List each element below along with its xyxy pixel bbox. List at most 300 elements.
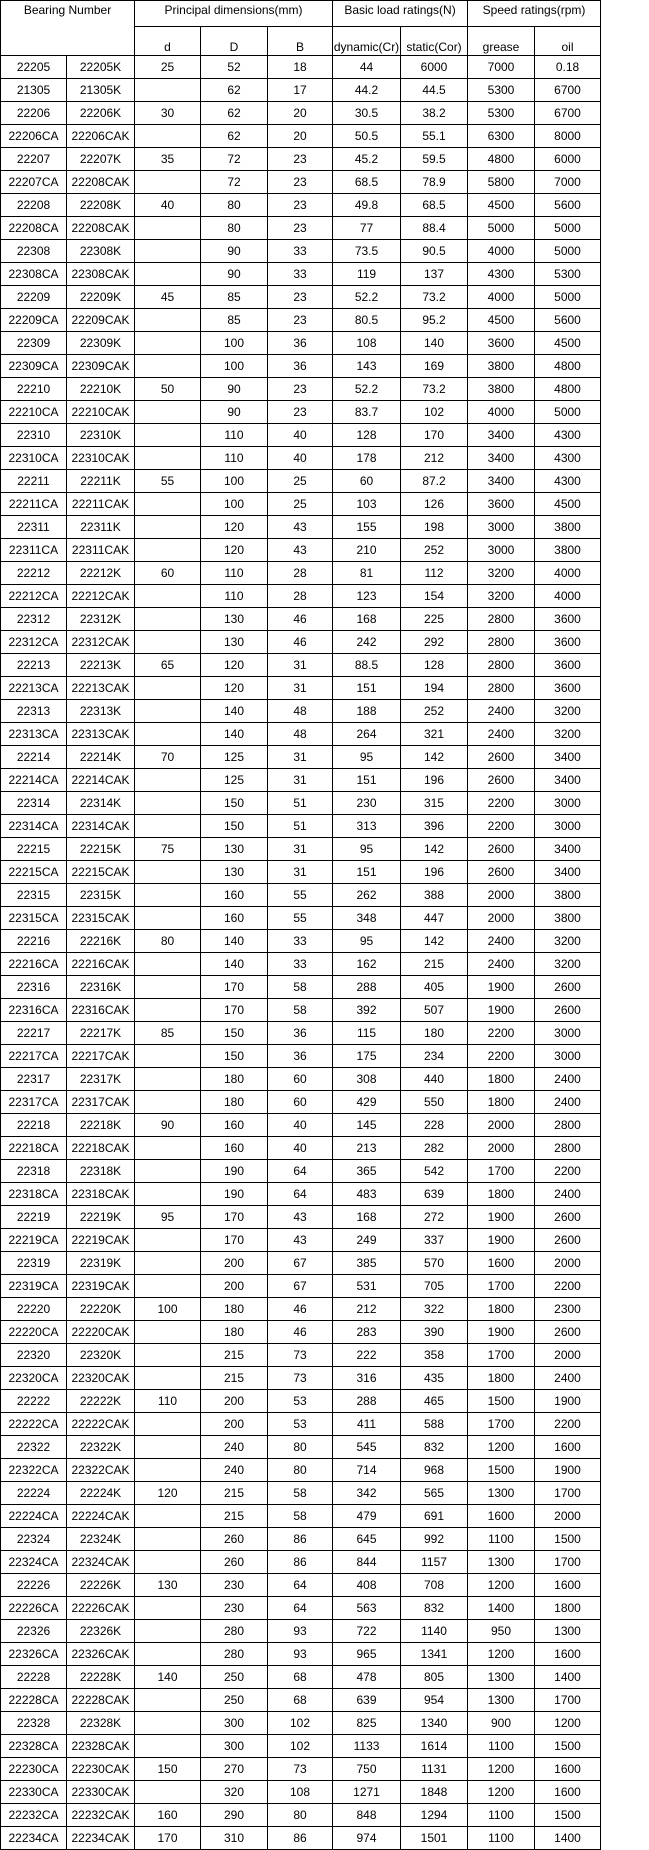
- bore-d-cell: [135, 700, 201, 723]
- dynamic-load-cell: 408: [333, 1574, 401, 1597]
- bore-d-cell: [135, 447, 201, 470]
- bearing-number-k-cell: 22206CAK: [67, 125, 135, 148]
- grease-speed-cell: 2400: [468, 723, 535, 746]
- bore-d-cell: [135, 585, 201, 608]
- grease-speed-cell: 3000: [468, 539, 535, 562]
- table-row: [1, 286, 601, 309]
- bearing-number-cell: 22211: [1, 470, 67, 493]
- width-cell: 68: [268, 1666, 333, 1689]
- width-cell: 43: [268, 539, 333, 562]
- bore-d-cell: 75: [135, 838, 201, 861]
- bearing-number-k-cell: 22214K: [67, 746, 135, 769]
- width-cell: 23: [268, 378, 333, 401]
- bearing-number-k-cell: 22210CAK: [67, 401, 135, 424]
- dynamic-load-cell: 342: [333, 1482, 401, 1505]
- width-cell: 33: [268, 263, 333, 286]
- table-row: [1, 148, 601, 171]
- width-cell: 28: [268, 562, 333, 585]
- dynamic-load-cell: 44.2: [333, 79, 401, 102]
- table-row: [1, 1413, 601, 1436]
- bearing-number-k-cell: 22319CAK: [67, 1275, 135, 1298]
- grease-speed-cell: 1200: [468, 1643, 535, 1666]
- dynamic-load-cell: 103: [333, 493, 401, 516]
- outer-diameter-cell: 190: [201, 1160, 268, 1183]
- table-row: [1, 1666, 601, 1689]
- bore-d-cell: 140: [135, 1666, 201, 1689]
- outer-diameter-cell: 300: [201, 1712, 268, 1735]
- width-cell: 86: [268, 1827, 333, 1850]
- bearing-number-k-cell: 22310CAK: [67, 447, 135, 470]
- outer-diameter-cell: 320: [201, 1781, 268, 1804]
- dynamic-load-cell: 365: [333, 1160, 401, 1183]
- static-load-cell: 1157: [401, 1551, 468, 1574]
- grease-speed-cell: 2600: [468, 769, 535, 792]
- bearing-number-k-cell: 22312CAK: [67, 631, 135, 654]
- grease-speed-cell: 1900: [468, 976, 535, 999]
- oil-speed-cell: 3000: [535, 792, 601, 815]
- static-load-cell: 588: [401, 1413, 468, 1436]
- oil-speed-cell: 3600: [535, 631, 601, 654]
- bearing-number-k-cell: 22313CAK: [67, 723, 135, 746]
- dynamic-load-cell: 392: [333, 999, 401, 1022]
- dynamic-load-cell: 151: [333, 861, 401, 884]
- grease-speed-cell: 3400: [468, 470, 535, 493]
- width-cell: 36: [268, 1022, 333, 1045]
- principal-dimensions-header: Principal dimensions(mm): [135, 1, 333, 27]
- outer-diameter-cell: 72: [201, 171, 268, 194]
- bore-d-cell: 170: [135, 1827, 201, 1850]
- width-cell: 102: [268, 1735, 333, 1758]
- static-load-cell: 73.2: [401, 378, 468, 401]
- grease-speed-cell: 1500: [468, 1390, 535, 1413]
- dynamic-load-cell: 288: [333, 1390, 401, 1413]
- outer-diameter-cell: 160: [201, 1114, 268, 1137]
- table-row: [1, 1367, 601, 1390]
- table-row: [1, 884, 601, 907]
- outer-diameter-cell: 85: [201, 286, 268, 309]
- dynamic-load-cell: 411: [333, 1413, 401, 1436]
- table-row: [1, 792, 601, 815]
- bearing-number-k-cell: 22226CAK: [67, 1597, 135, 1620]
- static-load-cell: 358: [401, 1344, 468, 1367]
- grease-speed-cell: 3200: [468, 585, 535, 608]
- bearing-number-k-cell: 22222K: [67, 1390, 135, 1413]
- oil-speed-cell: 1500: [535, 1528, 601, 1551]
- width-cell: 64: [268, 1160, 333, 1183]
- bearing-number-k-cell: 22222CAK: [67, 1413, 135, 1436]
- outer-diameter-cell: 260: [201, 1528, 268, 1551]
- static-load-cell: 90.5: [401, 240, 468, 263]
- bearing-number-cell: 22318: [1, 1160, 67, 1183]
- bore-d-cell: [135, 125, 201, 148]
- bore-d-cell: [135, 1252, 201, 1275]
- grease-speed-cell: 2000: [468, 1114, 535, 1137]
- oil-speed-cell: 2400: [535, 1091, 601, 1114]
- table-row: [1, 1114, 601, 1137]
- bearing-number-k-cell: 22220K: [67, 1298, 135, 1321]
- grease-speed-cell: 2200: [468, 792, 535, 815]
- oil-speed-cell: 7000: [535, 171, 601, 194]
- outer-diameter-cell: 215: [201, 1482, 268, 1505]
- static-load-cell: 1131: [401, 1758, 468, 1781]
- bearing-number-cell: 22309CA: [1, 355, 67, 378]
- static-load-cell: 542: [401, 1160, 468, 1183]
- static-load-cell: 44.5: [401, 79, 468, 102]
- bearing-number-cell: 22326: [1, 1620, 67, 1643]
- bearing-number-cell: 22206: [1, 102, 67, 125]
- bearing-number-k-cell: 22212K: [67, 562, 135, 585]
- table-row: [1, 1758, 601, 1781]
- static-load-cell: 95.2: [401, 309, 468, 332]
- dynamic-load-cell: 212: [333, 1298, 401, 1321]
- table-row: [1, 1804, 601, 1827]
- oil-speed-cell: 1400: [535, 1666, 601, 1689]
- dynamic-load-cell: 429: [333, 1091, 401, 1114]
- width-cell: 18: [268, 56, 333, 79]
- bore-d-cell: [135, 907, 201, 930]
- width-cell: 17: [268, 79, 333, 102]
- bearing-number-cell: 21305: [1, 79, 67, 102]
- table-row: [1, 79, 601, 102]
- width-cell: 64: [268, 1574, 333, 1597]
- oil-speed-cell: 4300: [535, 424, 601, 447]
- bearing-number-cell: 22222CA: [1, 1413, 67, 1436]
- dynamic-load-cell: 88.5: [333, 654, 401, 677]
- static-load-cell: 212: [401, 447, 468, 470]
- table-row: [1, 1689, 601, 1712]
- outer-diameter-cell: 190: [201, 1183, 268, 1206]
- bearing-number-cell: 22212CA: [1, 585, 67, 608]
- bore-d-cell: [135, 79, 201, 102]
- static-load-cell: 228: [401, 1114, 468, 1137]
- static-load-cell: 225: [401, 608, 468, 631]
- dynamic-load-cell: 316: [333, 1367, 401, 1390]
- bearing-number-k-cell: 22217CAK: [67, 1045, 135, 1068]
- static-load-cell: 1294: [401, 1804, 468, 1827]
- dynamic-load-cell: 213: [333, 1137, 401, 1160]
- bore-d-cell: 50: [135, 378, 201, 401]
- outer-diameter-cell: 140: [201, 723, 268, 746]
- bearing-number-k-cell: 22314K: [67, 792, 135, 815]
- oil-speed-cell: 3200: [535, 953, 601, 976]
- bore-d-cell: 65: [135, 654, 201, 677]
- outer-diameter-cell: 150: [201, 815, 268, 838]
- oil-speed-cell: 3800: [535, 539, 601, 562]
- grease-speed-cell: 1300: [468, 1689, 535, 1712]
- bore-d-cell: [135, 1344, 201, 1367]
- static-load-cell: 292: [401, 631, 468, 654]
- bearing-number-k-cell: 22326CAK: [67, 1643, 135, 1666]
- bearing-number-cell: 22324: [1, 1528, 67, 1551]
- grease-speed-cell: 1600: [468, 1505, 535, 1528]
- width-cell: 36: [268, 332, 333, 355]
- width-cell: 102: [268, 1712, 333, 1735]
- width-cell: 64: [268, 1183, 333, 1206]
- bore-d-cell: 90: [135, 1114, 201, 1137]
- grease-speed-cell: 1400: [468, 1597, 535, 1620]
- outer-diameter-cell: 180: [201, 1091, 268, 1114]
- bearing-number-cell: 22311: [1, 516, 67, 539]
- outer-diameter-cell: 62: [201, 102, 268, 125]
- grease-speed-cell: 3800: [468, 378, 535, 401]
- bearing-number-cell: 22314CA: [1, 815, 67, 838]
- table-row: [1, 608, 601, 631]
- dynamic-load-cell: 348: [333, 907, 401, 930]
- dynamic-load-cell: 80.5: [333, 309, 401, 332]
- outer-diameter-cell: 240: [201, 1459, 268, 1482]
- bearing-number-cell: 22314: [1, 792, 67, 815]
- width-cell: 31: [268, 654, 333, 677]
- outer-diameter-cell: 85: [201, 309, 268, 332]
- oil-speed-cell: 3600: [535, 654, 601, 677]
- bearing-number-k-cell: 22328K: [67, 1712, 135, 1735]
- grease-speed-cell: 3200: [468, 562, 535, 585]
- outer-diameter-cell: 110: [201, 585, 268, 608]
- oil-speed-cell: 2200: [535, 1275, 601, 1298]
- static-load-cell: 405: [401, 976, 468, 999]
- grease-speed-cell: 2400: [468, 700, 535, 723]
- oil-speed-cell: 4300: [535, 447, 601, 470]
- bearing-number-k-cell: 22315K: [67, 884, 135, 907]
- bearing-number-k-cell: 22319K: [67, 1252, 135, 1275]
- table-row: [1, 1735, 601, 1758]
- dynamic-load-cell: 722: [333, 1620, 401, 1643]
- grease-speed-cell: 2800: [468, 631, 535, 654]
- grease-speed-cell: 5300: [468, 79, 535, 102]
- oil-speed-cell: 1500: [535, 1804, 601, 1827]
- width-cell: 58: [268, 1482, 333, 1505]
- dynamic-load-cell: 288: [333, 976, 401, 999]
- bearing-number-cell: 22316: [1, 976, 67, 999]
- grease-speed-cell: 2800: [468, 654, 535, 677]
- bearing-number-cell: 22220CA: [1, 1321, 67, 1344]
- bore-d-cell: [135, 1620, 201, 1643]
- table-row: [1, 1229, 601, 1252]
- static-load-cell: 215: [401, 953, 468, 976]
- outer-diameter-cell: 170: [201, 1229, 268, 1252]
- bearing-number-cell: 22207: [1, 148, 67, 171]
- width-cell: 55: [268, 907, 333, 930]
- static-load-cell: 550: [401, 1091, 468, 1114]
- bearing-number-cell: 22319CA: [1, 1275, 67, 1298]
- oil-speed-cell: 1700: [535, 1482, 601, 1505]
- bore-d-cell: 60: [135, 562, 201, 585]
- bearing-number-cell: 22311CA: [1, 539, 67, 562]
- bearing-number-cell: 22317: [1, 1068, 67, 1091]
- oil-speed-cell: 3000: [535, 815, 601, 838]
- table-row: [1, 1505, 601, 1528]
- bearing-number-cell: 22216CA: [1, 953, 67, 976]
- bore-d-cell: 100: [135, 1298, 201, 1321]
- static-load-cell: 832: [401, 1436, 468, 1459]
- dynamic-load-cell: 162: [333, 953, 401, 976]
- bore-d-cell: [135, 792, 201, 815]
- bearing-number-k-cell: 22210K: [67, 378, 135, 401]
- outer-diameter-cell: 200: [201, 1275, 268, 1298]
- oil-speed-cell: 1400: [535, 1827, 601, 1850]
- width-cell: 58: [268, 999, 333, 1022]
- grease-speed-cell: 2400: [468, 953, 535, 976]
- outer-diameter-cell: 125: [201, 769, 268, 792]
- bore-d-cell: [135, 677, 201, 700]
- bore-d-cell: [135, 953, 201, 976]
- bearing-number-k-cell: 22219CAK: [67, 1229, 135, 1252]
- table-row: [1, 1206, 601, 1229]
- outer-diameter-cell: 120: [201, 677, 268, 700]
- grease-speed-cell: 1900: [468, 999, 535, 1022]
- bore-d-cell: [135, 976, 201, 999]
- bearing-number-k-cell: 22311K: [67, 516, 135, 539]
- table-row: [1, 1022, 601, 1045]
- bearing-number-cell: 22312: [1, 608, 67, 631]
- table-row: [1, 1574, 601, 1597]
- grease-speed-cell: 1800: [468, 1183, 535, 1206]
- oil-speed-cell: 5300: [535, 263, 601, 286]
- outer-diameter-cell: 62: [201, 79, 268, 102]
- bearing-number-k-cell: 22217K: [67, 1022, 135, 1045]
- bore-d-cell: [135, 171, 201, 194]
- bearing-number-cell: 22320CA: [1, 1367, 67, 1390]
- bearing-number-k-cell: 22214CAK: [67, 769, 135, 792]
- grease-speed-cell: 1700: [468, 1413, 535, 1436]
- width-cell: 46: [268, 631, 333, 654]
- bearing-number-cell: 22322CA: [1, 1459, 67, 1482]
- bore-d-cell: [135, 1275, 201, 1298]
- outer-diameter-cell: 300: [201, 1735, 268, 1758]
- bore-d-cell: 95: [135, 1206, 201, 1229]
- outer-diameter-cell: 140: [201, 930, 268, 953]
- width-cell: 31: [268, 838, 333, 861]
- bore-d-cell: [135, 424, 201, 447]
- static-load-cell: 140: [401, 332, 468, 355]
- grease-speed-cell: 2000: [468, 1137, 535, 1160]
- oil-speed-cell: 5000: [535, 217, 601, 240]
- bearing-number-cell: 22219CA: [1, 1229, 67, 1252]
- grease-speed-cell: 1600: [468, 1252, 535, 1275]
- bearing-number-k-cell: 22320K: [67, 1344, 135, 1367]
- bearing-number-k-cell: 22207K: [67, 148, 135, 171]
- oil-speed-cell: 6000: [535, 148, 601, 171]
- bore-d-cell: 150: [135, 1758, 201, 1781]
- bearing-number-cell: 22206CA: [1, 125, 67, 148]
- dynamic-load-cell: 123: [333, 585, 401, 608]
- dynamic-load-cell: 60: [333, 470, 401, 493]
- bore-d-cell: 40: [135, 194, 201, 217]
- bearing-number-k-cell: 22324K: [67, 1528, 135, 1551]
- bearing-number-cell: 22312CA: [1, 631, 67, 654]
- bore-d-cell: [135, 769, 201, 792]
- bore-d-cell: [135, 516, 201, 539]
- dynamic-load-cell: 308: [333, 1068, 401, 1091]
- bearing-number-k-cell: 22213K: [67, 654, 135, 677]
- dynamic-load-cell: 825: [333, 1712, 401, 1735]
- bearing-number-cell: 22205: [1, 56, 67, 79]
- bore-d-cell: [135, 539, 201, 562]
- bearing-number-cell: 22209: [1, 286, 67, 309]
- width-cell: 43: [268, 1229, 333, 1252]
- outer-diameter-cell: 150: [201, 1045, 268, 1068]
- dynamic-load-cell: 478: [333, 1666, 401, 1689]
- static-load-cell: 234: [401, 1045, 468, 1068]
- bearing-number-cell: 22316CA: [1, 999, 67, 1022]
- oil-speed-cell: 1500: [535, 1735, 601, 1758]
- width-cell: 53: [268, 1390, 333, 1413]
- table-row: [1, 424, 601, 447]
- outer-diameter-cell: 110: [201, 447, 268, 470]
- oil-speed-cell: 3400: [535, 769, 601, 792]
- outer-diameter-cell: 170: [201, 999, 268, 1022]
- outer-diameter-cell: 250: [201, 1666, 268, 1689]
- bearing-number-cell: 22214CA: [1, 769, 67, 792]
- table-row: [1, 999, 601, 1022]
- table-row: [1, 1252, 601, 1275]
- bearing-number-cell: 22228CA: [1, 1689, 67, 1712]
- bearing-number-cell: 22207CA: [1, 171, 67, 194]
- bearing-number-k-cell: 22208CAK: [67, 217, 135, 240]
- bearing-number-cell: 22213: [1, 654, 67, 677]
- bearing-number-k-cell: 22320CAK: [67, 1367, 135, 1390]
- width-cell: 60: [268, 1091, 333, 1114]
- bore-d-cell: 45: [135, 286, 201, 309]
- dynamic-load-cell: 49.8: [333, 194, 401, 217]
- bearing-number-k-cell: 22308CAK: [67, 263, 135, 286]
- dynamic-load-cell: 30.5: [333, 102, 401, 125]
- table-row: [1, 332, 601, 355]
- grease-speed-cell: 1700: [468, 1275, 535, 1298]
- outer-diameter-cell: 80: [201, 194, 268, 217]
- bearing-number-cell: 22328: [1, 1712, 67, 1735]
- table-row: [1, 562, 601, 585]
- outer-diameter-cell: 110: [201, 424, 268, 447]
- bore-d-cell: [135, 240, 201, 263]
- grease-speed-cell: 5300: [468, 102, 535, 125]
- static-load-cell: 390: [401, 1321, 468, 1344]
- bearing-number-k-cell: 22315CAK: [67, 907, 135, 930]
- oil-speed-cell: 2600: [535, 1229, 601, 1252]
- oil-speed-cell: 1600: [535, 1436, 601, 1459]
- width-cell: 25: [268, 470, 333, 493]
- dynamic-load-cell: 750: [333, 1758, 401, 1781]
- static-load-cell: 507: [401, 999, 468, 1022]
- grease-speed-cell: 4000: [468, 240, 535, 263]
- oil-speed-cell: 1700: [535, 1551, 601, 1574]
- width-cell: 43: [268, 1206, 333, 1229]
- outer-diameter-cell: 90: [201, 378, 268, 401]
- bearing-number-k-cell: 22318CAK: [67, 1183, 135, 1206]
- width-cell: 33: [268, 240, 333, 263]
- bore-d-cell: [135, 1413, 201, 1436]
- table-row: [1, 1275, 601, 1298]
- oil-speed-cell: 2000: [535, 1252, 601, 1275]
- grease-speed-cell: 1900: [468, 1229, 535, 1252]
- grease-speed-cell: 2800: [468, 677, 535, 700]
- static-load-cell: 322: [401, 1298, 468, 1321]
- table-row: [1, 1390, 601, 1413]
- dynamic-load-cell: 52.2: [333, 378, 401, 401]
- static-load-cell: 968: [401, 1459, 468, 1482]
- table-row: [1, 263, 601, 286]
- grease-speed-cell: 4800: [468, 148, 535, 171]
- dynamic-load-cell: 313: [333, 815, 401, 838]
- grease-speed-cell: 900: [468, 1712, 535, 1735]
- width-cell: 31: [268, 769, 333, 792]
- static-load-cell: 252: [401, 700, 468, 723]
- static-load-cell: 832: [401, 1597, 468, 1620]
- outer-diameter-cell: 250: [201, 1689, 268, 1712]
- table-row: [1, 1528, 601, 1551]
- table-row: [1, 1298, 601, 1321]
- bearing-number-k-cell: 22218K: [67, 1114, 135, 1137]
